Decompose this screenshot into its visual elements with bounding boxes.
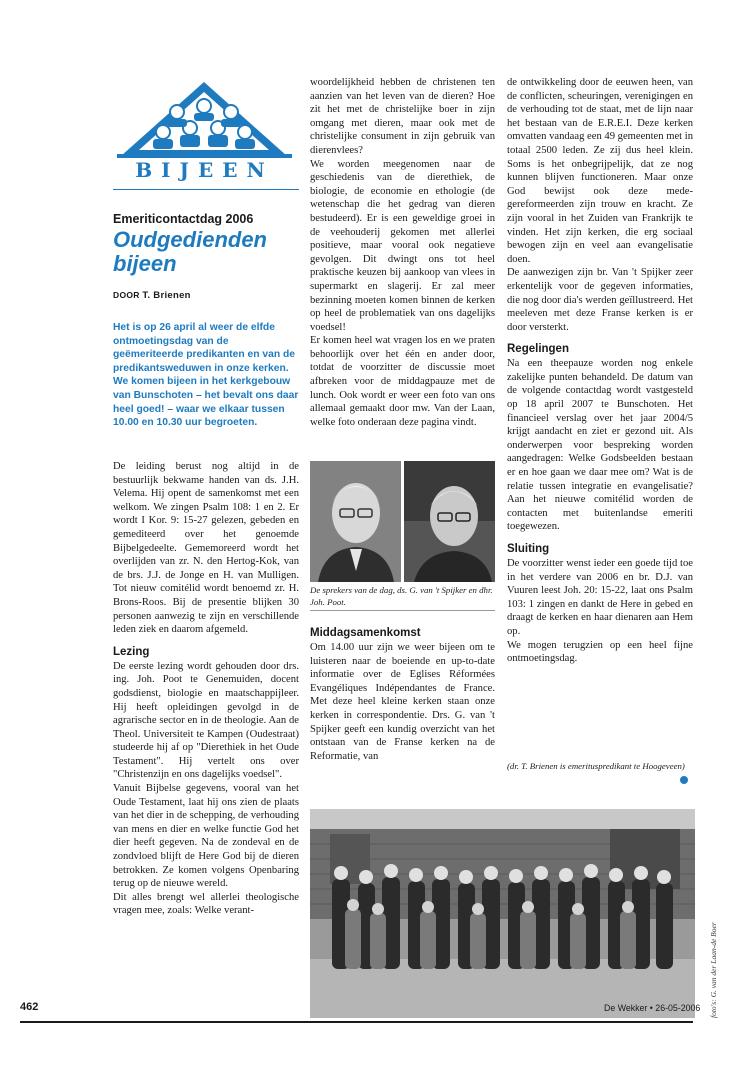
article-kicker: Emeriticontactdag 2006	[113, 212, 254, 226]
lead-paragraph: Het is op 26 april al weer de elfde ontmoetingsdag van de geëmeriteerde predikanten en van de predikantsweduwen in onze kerken. We komen bijeen in het kerkgebouw van Bunschoten – het bevalt ons daar heel goed! – waar we elkaar tussen 10.00 en 10.30 uur begroeten.	[113, 322, 299, 429]
section-heading-regelingen: Regelingen	[507, 343, 569, 356]
byline	[113, 290, 191, 301]
paragraph: De leiding berust nog altijd in de bestuurlijk bekwame handen van ds. J.H. Velema. Hij opent de samenkomst met een welkom. We zingen Psalm 108: 1 en 2. Er wordt I Kor. 9: 15-27 gelezen, gebeden en gemediteerd over het genoemde Bijbelgedeelte. Gememoreerd wordt het overlijden van zr. N. den Hertog-Kok, van de brs. J.J. de Jonge en H. van Mulligen. Tot nieuw comitélid wordt benoemd zr. H. Brons-Roos. Bij de presentie blijken 30 personen aanwezig te zijn en verschillende leden ziek en daarom afgemeld.	[113, 461, 299, 636]
footer-rule	[20, 1021, 693, 1023]
photo-credit: foto's: G. van der Laan-de Boer	[709, 922, 718, 1018]
end-of-article-dot	[680, 776, 688, 784]
speaker-photo-poot	[404, 461, 495, 582]
footer-source: De Wekker • 26-05-2006	[604, 1003, 701, 1013]
logo-wordmark: BIJEEN	[135, 158, 274, 182]
section-heading-middagsamenkomst: Middagsamenkomst	[310, 627, 421, 639]
section-heading-sluiting: Sluiting	[507, 543, 550, 555]
photo-caption: De sprekers van de dag, ds. G. van 't Spijker en dhr. Joh. Poot.	[310, 585, 493, 607]
article-title: Oudgedienden bijeen	[113, 227, 267, 276]
paragraph: De aanwezigen zijn br. Van 't Spijker zeer erkentelijk voor de gegeven informaties, die nog door dia's werden geïllustreerd. Het meeleven met deze Franse kerken is er door versterkt.	[507, 267, 693, 333]
column-1	[113, 460, 299, 918]
paragraph: We mogen terugzien op een heel fijne ontmoetingsdag.	[507, 639, 693, 665]
caption-divider	[310, 610, 495, 611]
paragraph: de ontwikkeling door de eeuwen heen, van de conflicten, scheuringen, verenigingen en de verhouding tot de staat, met de lijn naar het bestaan van de E.R.E.I. Deze kerken omvatten vandaag een 49 gemeenten met in totaal 2500 leden. Ze zij dus heel klein. Soms is het onbegrijpelijk, dat ze nog kunnen blijven functioneren. Maar onze God bewijst ook deze mede-gereformeerden zijn trouw en kracht. Ze zijn vooral in het Zuiden van Frankrijk te vinden. Het zijn kerken, die erg sociaal bewogen zijn en veel aan evangelisatie doen.	[507, 77, 693, 265]
author-signature: (dr. T. Brienen is emerituspredikant te Hoogeveen)	[507, 761, 685, 771]
section-heading-lezing: Lezing	[113, 645, 150, 658]
paragraph: De eerste lezing wordt gehouden door drs. ing. Joh. Poot te Genemuiden, docent godsdienst, biologie en maatschappijleer. Hij heeft opleidingen gevolgd in de agrarische sector en in de theologie. Aan de Theol. Universiteit te Kampen (Oudestraat) studeerde hij af op "Dierethiek in het Oude Testament". Hij vertelt ons over "Christenzijn en ons dagelijks voedsel".	[113, 660, 299, 781]
speaker-photos	[310, 461, 495, 582]
group-photo	[310, 809, 695, 1018]
bijeen-logo	[113, 78, 296, 186]
column-2-lower	[310, 626, 495, 763]
speaker-photo-spijker	[310, 461, 401, 582]
page-number: 462	[20, 1001, 39, 1013]
paragraph: woordelijkheid hebben de christenen ten aanzien van het leven van de dieren? Hoe zit het met de christelijke boer in zijn omgang met dieren, maar ook met de christelijke consument in zijn gebruik van dierenvlees?	[310, 77, 495, 156]
column-2	[310, 76, 495, 429]
logo-divider	[113, 189, 299, 190]
byline-prefix: DOOR	[113, 290, 143, 300]
paragraph: Vanuit Bijbelse gegevens, vooral van het Oude Testament, laat hij ons zien de plaats van het dier in de schepping, de verhouding van mens en dier en welke functie God het dier heeft gegeven. Na de zondeval en de zondvloed blijft de Here God bij de dieren betrokken. Ze komen volgens Openbaring terug op de nieuwe wereld.	[113, 783, 299, 890]
paragraph: De voorzitter wenst ieder een goede tijd toe in het verdere van 2006 en br. D.J. van Vuuren leest Joh. 20: 15-22, laat ons Psalm 103: 1 zingen en dankt de Here in gebed en draagt de kerken en haar dienaren aan Hem op.	[507, 558, 693, 637]
paragraph: Na een theepauze worden nog enkele zakelijke punten behandeld. De datum van de volgende contactdag wordt vastgesteld op 18 april 2007 te Bunschoten. Het financieel verslag over het jaar 2004/5 krijgt aandacht en ziet er gezond uit. Als onderwerpen voor bespreking worden aangedragen: Welke Godsbeelden bestaan er en hoe gaan we daar mee om? Wat is de relatie tussen integratie en evangelisatie? Aan het nieuwe comitélid worden de contacten met buitenlandse emeriti toegewezen.	[507, 358, 693, 533]
paragraph: We worden meegenomen naar de geschiedenis van de dierethiek, de biologie, de economie en ethologie (de wetenschap die het gedrag van dieren bestudeerd). Er is een geweldige groei in de veehouderij gekomen met allerlei positieve, maar vooral ook negatieve gevolgen. Dit dwingt ons tot heel praktische keuzen bij aankoop van vlees in supermarkt en slagerij. Er zal meer bezinning moeten komen binnen de kerken op heel de problematiek van ons dagelijks voedsel!	[310, 158, 495, 333]
column-3	[507, 76, 693, 666]
paragraph: Om 14.00 uur zijn we weer bijeen om te luisteren naar de boeiende en up-to-date informatie over de Eglises Réformées Evangéliques Indépendantes de France. Met deze heel kleine kerken staan onze kerken in correspondentie. Drs. G. van 't Spijker geeft een kundig overzicht van het ontstaan van de Franse kerken na de Reformatie, van	[310, 642, 495, 762]
paragraph: Er komen heel wat vragen los en we praten behoorlijk over het één en ander door, totdat de voorzitter de discussie moet afbreken voor de middagpauze met de lunch. Ook wordt er weer een foto van ons allemaal gemaakt door mw. Van der Laan, welke foto onderaan deze pagina vindt.	[310, 335, 495, 428]
paragraph: Dit alles brengt wel allerlei theologische vragen mee, zoals: Welke verant-	[113, 891, 299, 917]
byline-author: T. Brienen	[142, 290, 191, 301]
